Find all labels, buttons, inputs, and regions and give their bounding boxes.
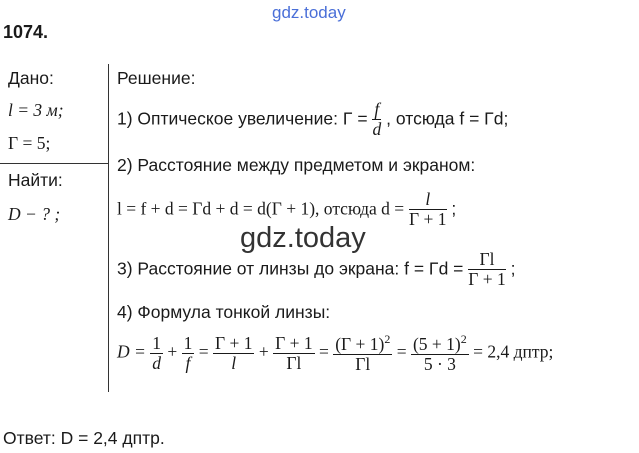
step-3-frac-den: Γ + 1 [468, 269, 506, 290]
step-1-frac-den: d [372, 119, 382, 140]
step-3-frac-num: Γl [468, 250, 506, 270]
formula-frac-4-den: Γl [286, 353, 302, 374]
watermark-top: gdz.today [272, 3, 346, 22]
formula-frac-6-num [411, 333, 469, 355]
formula-eq-1: = [198, 341, 209, 362]
formula-eq-3: = [396, 341, 407, 362]
find-title: Найти: [8, 170, 63, 190]
formula-frac-1-den: d [152, 353, 161, 374]
formula-frac-2 [182, 334, 195, 374]
formula-frac-5 [333, 333, 392, 374]
formula-plus-1: + [167, 341, 178, 362]
formula-frac-5-num [333, 333, 392, 355]
formula-frac-2-den: f [185, 353, 191, 374]
step-2-tail: ; [451, 198, 457, 219]
formula-result: = 2,4 дптр; [473, 341, 554, 362]
formula-frac-2-num: 1 [183, 332, 193, 353]
step-2-frac-num: l [409, 190, 447, 210]
horizontal-divider [0, 163, 108, 164]
formula-frac-1 [150, 334, 163, 374]
solution-title: Решение: [117, 68, 196, 88]
step-2-text: 2) Расстояние между предметом и экраном: [117, 155, 476, 175]
step-1-frac-num: f [374, 99, 380, 119]
formula-frac-1-num: 1 [152, 332, 161, 353]
formula-frac-5-sup: 2 [384, 332, 391, 346]
formula-plus-2: + [258, 341, 269, 362]
formula-frac-5-den: Γl [355, 354, 371, 375]
step-1-fraction [372, 100, 381, 140]
step-1-text: 1) Оптическое увеличение: Γ = [117, 108, 368, 129]
formula-frac-6-sup: 2 [460, 332, 467, 346]
formula-frac-6 [411, 333, 469, 374]
formula-frac-3 [213, 334, 255, 374]
step-3-tail: ; [510, 258, 516, 279]
formula-frac-6-base: (5 + 1) [412, 333, 461, 354]
step-3 [117, 250, 516, 290]
formula-frac-4 [273, 334, 315, 374]
step-3-text: 3) Расстояние от линзы до экрана: f = Γd = [117, 258, 464, 279]
formula-lhs: D = [117, 341, 146, 362]
formula-frac-5-base: (Γ + 1) [335, 333, 385, 354]
step-1 [117, 100, 508, 140]
step-3-fraction [468, 250, 506, 290]
given-title: Дано: [8, 68, 54, 88]
formula-frac-6-den: 5 · 3 [423, 354, 456, 375]
problem-number: 1074. [3, 22, 49, 42]
given-gamma: Γ = 5; [8, 133, 51, 153]
vertical-divider [108, 64, 109, 392]
step-4-formula [117, 333, 553, 374]
watermark-mid: gdz.today [240, 222, 366, 254]
step-2-frac-den: Γ + 1 [409, 209, 447, 230]
formula-eq-2: = [318, 341, 329, 362]
find-value: D − ? ; [8, 204, 61, 224]
step-2-expr: l = f + d = Γd + d = d(Γ + 1), отсюда d = [117, 198, 405, 219]
formula-frac-3-den: l [231, 353, 237, 374]
step-2-fraction [409, 190, 447, 230]
given-l: l = 3 м; [8, 100, 64, 120]
step-4-text: 4) Формула тонкой линзы: [117, 302, 331, 322]
formula-frac-3-num: Γ + 1 [214, 332, 253, 353]
formula-frac-4-num: Γ + 1 [275, 332, 313, 353]
step-1-tail: , отсюда f = Γd; [386, 108, 509, 129]
answer: Ответ: D = 2,4 дптр. [3, 428, 165, 448]
